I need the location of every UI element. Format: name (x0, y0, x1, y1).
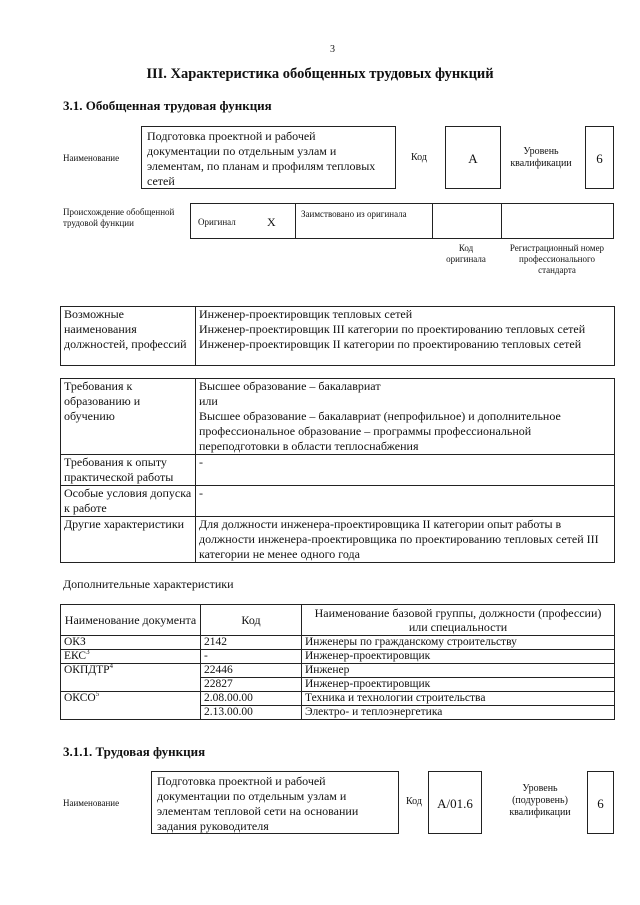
name-cell: Инженер-проектировщик (302, 678, 615, 692)
requirements-table (60, 378, 615, 563)
gtf-level-label: Уровень квалификации (510, 146, 572, 169)
code-cell: 2.13.00.00 (201, 706, 302, 720)
additional-table (60, 604, 615, 720)
gtf-level-box (585, 126, 614, 189)
tf-heading: 3.1.1. Трудовая функция (63, 744, 206, 759)
tf-code-label: Код (406, 796, 422, 807)
code-cell: 2142 (201, 636, 302, 650)
gtf-level-value: 6 (596, 151, 603, 166)
gtf-code-label: Код (411, 152, 427, 163)
experience-value: - (196, 455, 615, 486)
section-title: III. Характеристика обобщенных трудовых функций (146, 66, 494, 82)
additional-heading: Дополнительные характеристики (63, 577, 234, 591)
col-name-header: Наименование базовой группы, должности (профессии) или специальности (302, 605, 615, 636)
gtf-heading: 3.1. Обобщенная трудовая функция (63, 98, 272, 113)
doc-okpdtr-footnote: 4 (109, 662, 114, 671)
origin-label: Происхождение обобщенной трудовой функции (63, 207, 175, 228)
origin-divider-1 (295, 203, 296, 239)
doc-okso-label: ОКСО (64, 692, 96, 704)
origin-reg-number-label: Регистрационный номер профессионального стандарта (509, 243, 605, 275)
experience-label: Требования к опыту практической работы (61, 455, 196, 486)
positions-table (60, 306, 615, 366)
tf-level-value: 6 (597, 796, 604, 811)
gtf-code-value: А (468, 151, 478, 166)
doc-okso (61, 692, 201, 720)
tf-name-value: Подготовка проектной и рабочей документации по отдельным узлам и элементам тепловой сети на основании задания руководителя (157, 774, 359, 833)
conditions-label: Особые условия допуска к работе (61, 486, 196, 517)
other-value: Для должности инженера-проектировщика II категории опыт работы в должности инженера-проектировщика по проектированию тепловых сетей III категории не менее одного года (196, 517, 615, 563)
doc-okpdtr (61, 664, 201, 692)
page-number: 3 (330, 44, 335, 55)
tf-level-label: Уровень (подуровень) квалификации (509, 783, 571, 818)
doc-eks-footnote: 3 (86, 648, 90, 657)
position-item: Инженер-проектировщик тепловых сетей (199, 307, 413, 321)
doc-eks (61, 650, 201, 664)
positions-label: Возможные наименования должностей, профессий (61, 307, 196, 366)
doc-okpdtr-label: ОКПДТР (64, 664, 110, 676)
doc-okso-footnote: 5 (95, 690, 100, 699)
position-item: Инженер-проектировщик II категории по проектированию тепловых сетей (199, 337, 582, 351)
col-doc-header: Наименование документа (61, 605, 201, 636)
tf-name-label: Наименование (63, 798, 120, 808)
tf-code-box (428, 771, 482, 834)
position-item: Инженер-проектировщик III категории по проектированию тепловых сетей (199, 322, 586, 336)
origin-original-mark: X (267, 215, 276, 229)
tf-name-box (151, 771, 399, 834)
code-cell: - (201, 650, 302, 664)
doc-eks-label: ЕКС (64, 650, 87, 662)
conditions-value: - (196, 486, 615, 517)
col-code-header: Код (201, 605, 302, 636)
gtf-code-box (445, 126, 501, 189)
gtf-name-label: Наименование (63, 153, 120, 163)
name-cell: Инженер (302, 664, 615, 678)
origin-original-label: Оригинал (198, 217, 236, 227)
tf-level-box (587, 771, 614, 834)
tf-code-value: А/01.6 (437, 796, 473, 811)
name-cell: Электро- и теплоэнергетика (302, 706, 615, 720)
origin-divider-3 (501, 203, 502, 239)
positions-list (196, 307, 615, 366)
origin-divider-2 (432, 203, 433, 239)
name-cell: Инженеры по гражданскому строительству (302, 636, 615, 650)
origin-code-original-label: Код оригинала (446, 243, 486, 264)
other-label: Другие характеристики (61, 517, 196, 563)
education-label: Требования к образованию и обучению (61, 379, 196, 455)
name-cell: Инженер-проектировщик (302, 650, 615, 664)
name-cell: Техника и технологии строительства (302, 692, 615, 706)
code-cell: 22446 (201, 664, 302, 678)
code-cell: 2.08.00.00 (201, 692, 302, 706)
doc-okz: ОКЗ (61, 636, 201, 650)
origin-borrowed-label: Заимствовано из оригинала (301, 209, 407, 219)
code-cell: 22827 (201, 678, 302, 692)
gtf-name-value: Подготовка проектной и рабочей документации по отдельным узлам и элементам, по планам и профилям тепловых сетей (147, 129, 376, 188)
gtf-name-box (141, 126, 396, 189)
education-value: Высшее образование – бакалавриат или Высшее образование – бакалавриат (непрофильное) и дополнительное профессиональное образование – программы профессиональной переподготовки в области теплоснабжения (196, 379, 615, 455)
